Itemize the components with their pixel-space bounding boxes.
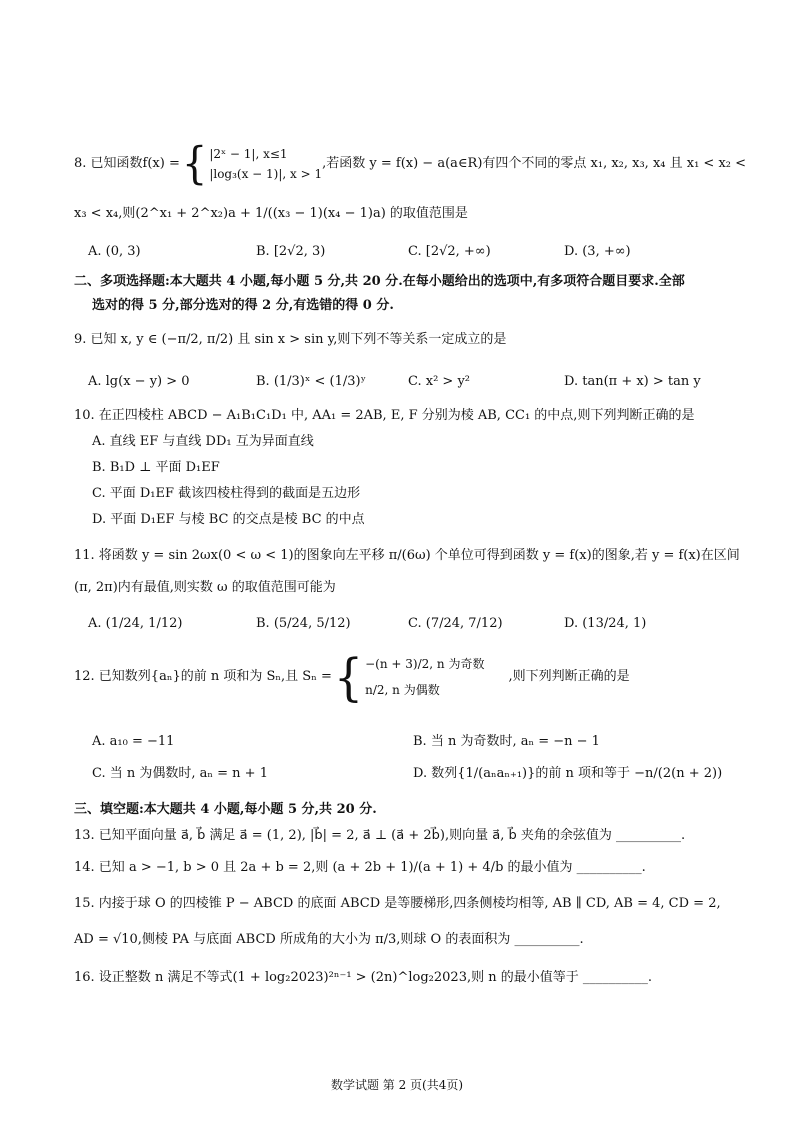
q11-option-b: B. (5/24, 5/12) — [256, 616, 351, 631]
question-11-options — [88, 614, 734, 634]
q12-case-2: n/2, n 为偶数 — [365, 683, 440, 697]
question-12-options-row2 — [92, 764, 734, 784]
question-11-stem: 11. 将函数 y = sin 2ωx(0 < ω < 1)的图象向左平移 π/(6ω) 个单位可得到函数 y = f(x)的图象,若 y = f(x)在区间 — [74, 548, 740, 563]
question-15-line2: AD = √10,侧棱 PA 与底面 ABCD 所成角的大小为 π/3,则球 O 的表面积为 __________. — [74, 932, 584, 947]
q12-case-1: −(n + 3)/2, n 为奇数 — [365, 657, 485, 671]
page-footer: 数学试题 第 2 页(共4页) — [330, 1078, 464, 1092]
q9-option-d: D. tan(π + x) > tan y — [564, 374, 701, 389]
question-8-line2: x₃ < x₄,则(2^x₁ + 2^x₂)a + 1/((x₃ − 1)(x₄ − 1)a) 的取值范围是 — [74, 206, 468, 221]
q12-option-c: C. 当 n 为偶数时, aₙ = n + 1 — [92, 766, 268, 781]
q8-piecewise — [180, 138, 323, 190]
q8-case-2: |log₃(x − 1)|, x > 1 — [209, 167, 323, 181]
q10-option-a: A. 直线 EF 与直线 DD₁ 互为异面直线 — [92, 434, 314, 449]
q8-option-b: B. [2√2, 3) — [256, 244, 326, 259]
q12-piecewise — [332, 647, 485, 707]
question-11-line2: (π, 2π)内有最值,则实数 ω 的取值范围可能为 — [74, 580, 336, 595]
question-9-options — [88, 372, 734, 392]
question-8-stem — [74, 138, 747, 190]
q8-option-c: C. [2√2, +∞) — [408, 244, 491, 259]
brace-icon: { — [181, 138, 208, 190]
question-13-stem: 13. 已知平面向量 a⃗, b⃗ 满足 a⃗ = (1, 2), |b⃗| = 2, a⃗ ⊥ (a⃗ + 2b⃗),则向量 a⃗, b⃗ 夹角的余弦值为 __________. — [74, 828, 686, 843]
q12-option-d: D. 数列{1/(aₙaₙ₊₁)}的前 n 项和等于 −n/(2(n + 2)) — [413, 766, 723, 781]
question-10-stem: 10. 在正四棱柱 ABCD − A₁B₁C₁D₁ 中, AA₁ = 2AB, E, F 分别为棱 AB, CC₁ 的中点,则下列判断正确的是 — [74, 408, 695, 423]
q9-option-a: A. lg(x − y) > 0 — [88, 374, 190, 389]
q8-lead: 8. 已知函数f(x) = — [74, 156, 180, 171]
question-12-stem — [74, 647, 734, 707]
q12-option-a: A. a₁₀ = −11 — [92, 734, 175, 749]
q10-option-b: B. B₁D ⊥ 平面 D₁EF — [92, 460, 220, 475]
q9-option-c: C. x² > y² — [408, 374, 471, 389]
section-2-heading-line2: 选对的得 5 分,部分选对的得 2 分,有选错的得 0 分. — [92, 298, 394, 313]
question-8-options — [88, 242, 734, 262]
section-2-heading: 二、多项选择题:本大题共 4 小题,每小题 5 分,共 20 分.在每小题给出的选项中,有多项符合题目要求.全部 — [74, 274, 685, 289]
q8-tail: ,若函数 y = f(x) − a(a∈R)有四个不同的零点 x₁, x₂, x₃, x₄ 且 x₁ < x₂ < — [322, 156, 747, 171]
section-3-heading: 三、填空题:本大题共 4 小题,每小题 5 分,共 20 分. — [74, 802, 377, 817]
q11-option-d: D. (13/24, 1) — [564, 616, 647, 631]
brace-icon: { — [333, 647, 364, 707]
question-9-stem: 9. 已知 x, y ∈ (−π/2, π/2) 且 sin x > sin y,则下列不等关系一定成立的是 — [74, 332, 507, 347]
question-16-stem: 16. 设正整数 n 满足不等式(1 + log₂2023)²ⁿ⁻¹ > (2n)^log₂2023,则 n 的最小值等于 __________. — [74, 970, 652, 985]
q10-option-c: C. 平面 D₁EF 截该四棱柱得到的截面是五边形 — [92, 486, 361, 501]
q9-option-b: B. (1/3)ˣ < (1/3)ʸ — [256, 374, 367, 389]
q8-case-1: |2ˣ − 1|, x≤1 — [209, 147, 288, 161]
q8-option-d: D. (3, +∞) — [564, 244, 631, 259]
question-15-stem: 15. 内接于球 O 的四棱锥 P − ABCD 的底面 ABCD 是等腰梯形,四条侧棱均相等, AB ∥ CD, AB = 4, CD = 2, — [74, 896, 721, 911]
q11-option-c: C. (7/24, 7/12) — [408, 616, 503, 631]
q12-lead: 12. 已知数列{aₙ}的前 n 项和为 Sₙ,且 Sₙ = — [74, 669, 332, 684]
question-14-stem: 14. 已知 a > −1, b > 0 且 2a + b = 2,则 (a + 2b + 1)/(a + 1) + 4/b 的最小值为 __________. — [74, 860, 646, 875]
question-12-options-row1 — [92, 732, 734, 752]
q10-option-d: D. 平面 D₁EF 与棱 BC 的交点是棱 BC 的中点 — [92, 512, 365, 527]
q8-option-a: A. (0, 3) — [88, 244, 141, 259]
q11-option-a: A. (1/24, 1/12) — [88, 616, 183, 631]
q12-option-b: B. 当 n 为奇数时, aₙ = −n − 1 — [413, 734, 600, 749]
q12-tail: ,则下列判断正确的是 — [508, 669, 630, 684]
